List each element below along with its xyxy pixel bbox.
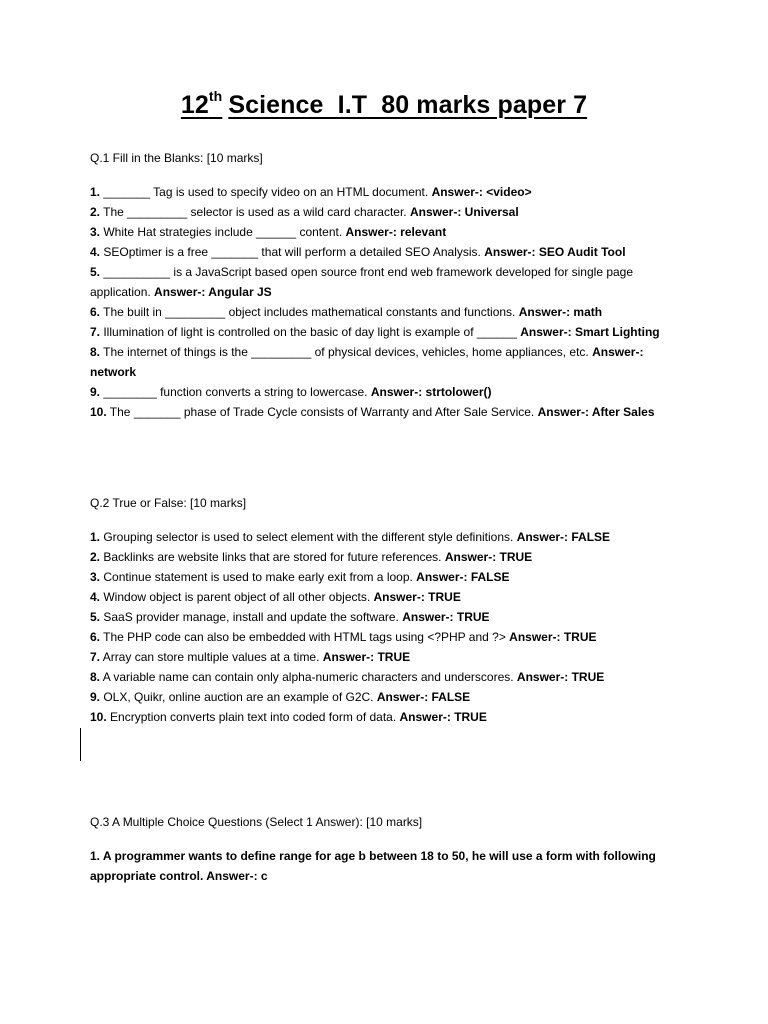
item-answer: Answer-: TRUE xyxy=(399,710,487,724)
item-text: Window object is parent object of all other objects. xyxy=(100,590,374,604)
list-item xyxy=(90,382,690,402)
section-q3 xyxy=(90,814,690,886)
item-text: Backlinks are website links that are stored for future references. xyxy=(100,550,445,564)
item-text: The _________ selector is used as a wild card character. xyxy=(100,205,410,219)
item-number: 9. xyxy=(90,385,101,399)
item-number: 3. xyxy=(90,570,101,584)
section-q2 xyxy=(90,495,690,727)
item-answer: Answer-: <video> xyxy=(431,185,532,199)
list-item xyxy=(90,527,690,547)
list-item xyxy=(90,202,690,222)
item-number: 10. xyxy=(90,405,107,419)
list-item xyxy=(90,302,690,322)
item-text: SaaS provider manage, install and update the software. xyxy=(100,610,403,624)
list-item xyxy=(90,402,690,422)
item-number: 2. xyxy=(90,550,101,564)
item-answer: Answer-: Universal xyxy=(409,205,519,219)
item-number: 1. xyxy=(90,185,101,199)
item-answer: Answer-: FALSE xyxy=(376,690,471,704)
item-answer: Answer-: Smart Lighting xyxy=(520,325,660,339)
list-item xyxy=(90,587,690,607)
item-answer: Answer-: strtolower() xyxy=(370,385,492,399)
item-number: 3. xyxy=(90,225,101,239)
item-answer: Answer-: TRUE xyxy=(322,650,411,664)
item-text: A variable name can contain only alpha-numeric characters and underscores. xyxy=(100,670,517,684)
item-answer: Answer-: TRUE xyxy=(402,610,490,624)
page-title xyxy=(0,88,768,120)
list-item xyxy=(90,222,690,242)
text-cursor xyxy=(80,728,81,761)
item-text: The _______ phase of Trade Cycle consists of Warranty and After Sale Service. xyxy=(106,405,538,419)
item-number: 7. xyxy=(90,650,101,664)
item-answer: Answer-: TRUE xyxy=(509,630,597,644)
item-number: 4. xyxy=(90,245,101,259)
item-answer: Answer-: TRUE xyxy=(444,550,533,564)
q3-heading: Q.3 A Multiple Choice Questions (Select 1 Answer): [10 marks] xyxy=(90,815,423,829)
list-item xyxy=(90,547,690,567)
item-number: 5. xyxy=(90,265,101,279)
item-answer: Answer-: FALSE xyxy=(516,530,611,544)
list-item xyxy=(90,567,690,587)
item-answer: Answer-: After Sales xyxy=(537,405,655,419)
item-number: 6. xyxy=(90,630,101,644)
list-item xyxy=(90,607,690,627)
item-number: 8. xyxy=(90,670,101,684)
item-number: 8. xyxy=(90,345,101,359)
item-answer: Answer-: relevant xyxy=(345,225,447,239)
item-text: The built in _________ object includes mathematical constants and functions. xyxy=(100,305,519,319)
q3-question-1: 1. A programmer wants to define range for age b between 18 to 50, he will use a form with following appropriate control. Answer-: c xyxy=(90,849,656,883)
item-number: 5. xyxy=(90,610,101,624)
item-answer: Answer-: network xyxy=(90,345,644,379)
item-answer: Answer-: TRUE xyxy=(373,590,461,604)
list-item xyxy=(90,627,690,647)
item-text: Continue statement is used to make early exit from a loop. xyxy=(100,570,417,584)
item-text: White Hat strategies include ______ content. xyxy=(100,225,346,239)
item-text: SEOptimer is a free _______ that will perform a detailed SEO Analysis. xyxy=(100,245,485,259)
item-text: _______ Tag is used to specify video on an HTML document. xyxy=(100,185,432,199)
item-text: OLX, Quikr, online auction are an example of G2C. xyxy=(100,690,377,704)
item-text: The PHP code can also be embedded with HTML tags using <?PHP and ?> xyxy=(100,630,510,644)
list-item xyxy=(90,667,690,687)
q1-list xyxy=(90,182,690,422)
list-item xyxy=(90,182,690,202)
title-superscript: th xyxy=(208,88,223,104)
q2-heading: Q.2 True or False: [10 marks] xyxy=(90,496,247,510)
item-text: Grouping selector is used to select element with the different style definitions. xyxy=(100,530,517,544)
item-number: 4. xyxy=(90,590,101,604)
item-text: Illumination of light is controlled on the basic of day light is example of ______ xyxy=(100,325,521,339)
item-text: ________ function converts a string to lowercase. xyxy=(100,385,371,399)
list-item xyxy=(90,322,690,342)
title-number: 12 xyxy=(180,91,209,119)
list-item xyxy=(90,342,690,382)
title-text: Science I.T 80 marks paper 7 xyxy=(228,91,588,119)
list-item xyxy=(90,687,690,707)
item-number: 9. xyxy=(90,690,101,704)
item-number: 7. xyxy=(90,325,101,339)
item-number: 1. xyxy=(90,530,101,544)
item-answer: Answer-: TRUE xyxy=(516,670,605,684)
q2-list xyxy=(90,527,690,727)
list-item xyxy=(90,647,690,667)
item-text: Encryption converts plain text into coded form of data. xyxy=(106,710,400,724)
item-text: Array can store multiple values at a time. xyxy=(100,650,323,664)
item-answer: Answer-: SEO Audit Tool xyxy=(484,245,626,259)
item-text: The internet of things is the _________ of physical devices, vehicles, home appliances, etc. xyxy=(100,345,593,359)
q1-heading: Q.1 Fill in the Blanks: [10 marks] xyxy=(90,151,263,165)
item-text: __________ is a JavaScript based open source front end web framework developed for single page application. xyxy=(90,265,634,299)
list-item xyxy=(90,242,690,262)
item-number: 10. xyxy=(90,710,107,724)
item-number: 6. xyxy=(90,305,101,319)
list-item xyxy=(90,707,690,727)
item-answer: Answer-: math xyxy=(518,305,603,319)
item-answer: Answer-: Angular JS xyxy=(154,285,272,299)
section-q1 xyxy=(90,150,690,422)
list-item xyxy=(90,262,690,302)
item-number: 2. xyxy=(90,205,101,219)
item-answer: Answer-: FALSE xyxy=(416,570,510,584)
